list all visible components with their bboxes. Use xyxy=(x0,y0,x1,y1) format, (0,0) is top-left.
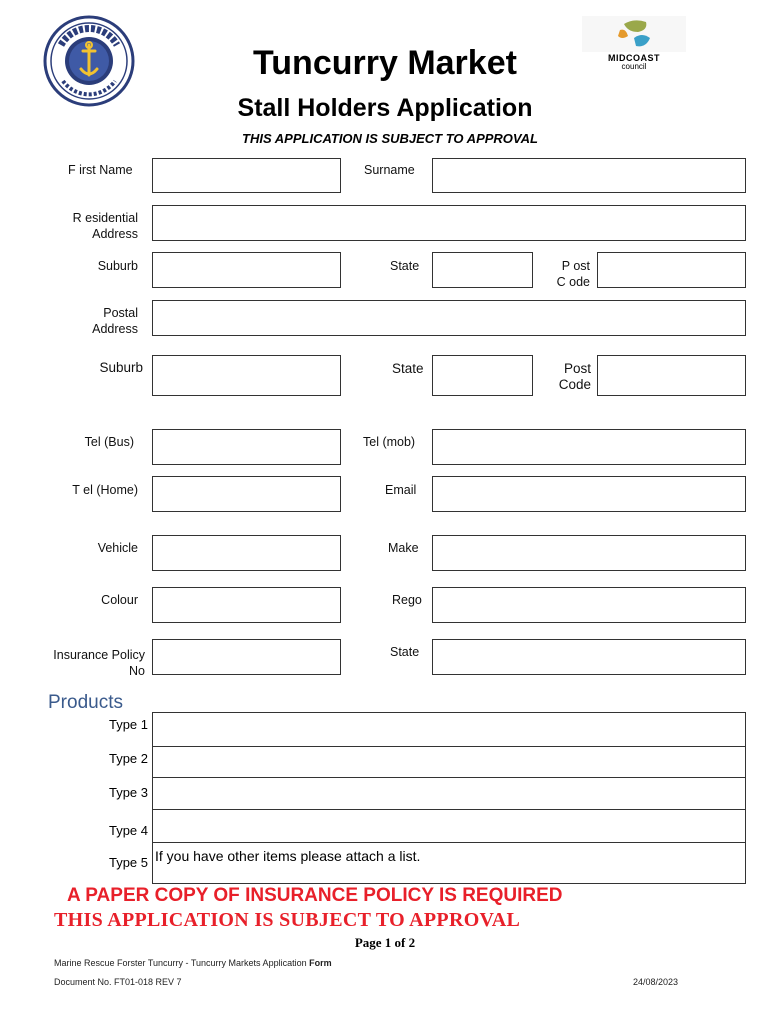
postal-post-code-line2: Code xyxy=(558,377,591,392)
suburb-label: Suburb xyxy=(97,259,138,273)
postal-suburb-label: Suburb xyxy=(99,360,143,375)
vehicle-label: Vehicle xyxy=(97,541,138,555)
surname-label: Surname xyxy=(364,163,415,177)
postal-post-code-line1: Post xyxy=(563,361,591,376)
postal-label-line1: Postal xyxy=(103,306,138,320)
insurance-label-line2: No xyxy=(129,664,145,678)
post-code-input[interactable] xyxy=(597,252,746,288)
vehicle-input[interactable] xyxy=(152,535,341,571)
postal-label-line2: Address xyxy=(92,322,138,336)
residential-label-line1: R esidential xyxy=(72,211,138,225)
post-code-label-line2: C ode xyxy=(556,275,590,289)
make-label: Make xyxy=(388,541,419,555)
type-5-label: Type 5 xyxy=(108,855,148,870)
products-heading: Products xyxy=(48,692,123,713)
type-1-input[interactable] xyxy=(153,713,745,746)
state-input[interactable] xyxy=(432,252,533,288)
email-label: Email xyxy=(385,483,417,497)
footer-date: 24/08/2023 xyxy=(633,977,679,987)
type-3-label: Type 3 xyxy=(108,785,148,800)
type-5-input[interactable] xyxy=(153,842,745,884)
rego-label: Rego xyxy=(392,593,422,607)
tel-mob-input[interactable] xyxy=(432,429,746,465)
tel-bus-input[interactable] xyxy=(152,429,341,465)
page-title: Tuncurry Market xyxy=(253,44,517,82)
type-4-input[interactable] xyxy=(153,809,745,842)
insurance-state-label: State xyxy=(390,645,420,659)
type-5-note: If you have other items please attach a list. xyxy=(155,848,421,864)
post-code-label xyxy=(540,258,590,290)
post-code-label-line1: P ost xyxy=(561,259,590,273)
council-wordmark: council xyxy=(621,62,647,71)
footer-form-text: Form xyxy=(309,958,332,968)
postal-state-input[interactable] xyxy=(432,355,533,396)
surname-input[interactable] xyxy=(432,158,746,193)
page-number: Page 1 of 2 xyxy=(354,935,416,950)
page-subtitle: Stall Holders Application xyxy=(237,94,533,122)
rego-input[interactable] xyxy=(432,587,746,623)
postal-address-input[interactable] xyxy=(152,300,746,336)
email-input[interactable] xyxy=(432,476,746,512)
colour-label: Colour xyxy=(101,593,138,607)
insurance-state-input[interactable] xyxy=(432,639,746,675)
type-2-label: Type 2 xyxy=(108,751,148,766)
postal-post-code-label xyxy=(540,361,591,393)
tel-bus-label: Tel (Bus) xyxy=(84,435,134,449)
residential-label-line2: Address xyxy=(92,227,138,241)
products-table xyxy=(152,712,746,884)
postal-post-code-input[interactable] xyxy=(597,355,746,396)
type-4-label: Type 4 xyxy=(108,823,148,838)
colour-input[interactable] xyxy=(152,587,341,623)
make-input[interactable] xyxy=(432,535,746,571)
residential-address-label xyxy=(50,210,138,242)
tel-mob-label: Tel (mob) xyxy=(363,435,416,449)
approval-notice-top: THIS APPLICATION IS SUBJECT TO APPROVAL xyxy=(242,131,538,146)
footer-org-line xyxy=(54,958,332,968)
footer-org-text: Marine Rescue Forster Tuncurry - Tuncurry Markets Application xyxy=(54,958,307,968)
residential-address-input[interactable] xyxy=(152,205,746,241)
insurance-policy-input[interactable] xyxy=(152,639,341,675)
suburb-input[interactable] xyxy=(152,252,341,288)
postal-state-label: State xyxy=(392,361,424,376)
tel-home-input[interactable] xyxy=(152,476,341,512)
footer-doc-number: Document No. FT01-018 REV 7 xyxy=(54,977,182,987)
insurance-label-line1: Insurance Policy xyxy=(53,648,145,662)
first-name-label: F irst Name xyxy=(68,163,133,177)
type-2-input[interactable] xyxy=(153,746,745,777)
type-3-input[interactable] xyxy=(153,777,745,809)
insurance-required-notice: A PAPER COPY OF INSURANCE POLICY IS REQUIRED xyxy=(67,885,563,906)
midcoast-wordmark: MIDCOAST xyxy=(608,53,660,63)
state-label: State xyxy=(390,259,420,273)
first-name-input[interactable] xyxy=(152,158,341,193)
insurance-policy-label xyxy=(40,647,145,679)
type-1-label: Type 1 xyxy=(108,717,148,732)
postal-address-label xyxy=(50,305,138,337)
tel-home-label: T el (Home) xyxy=(72,483,138,497)
approval-notice-bottom: THIS APPLICATION IS SUBJECT TO APPROVAL xyxy=(54,909,521,931)
postal-suburb-input[interactable] xyxy=(152,355,341,396)
